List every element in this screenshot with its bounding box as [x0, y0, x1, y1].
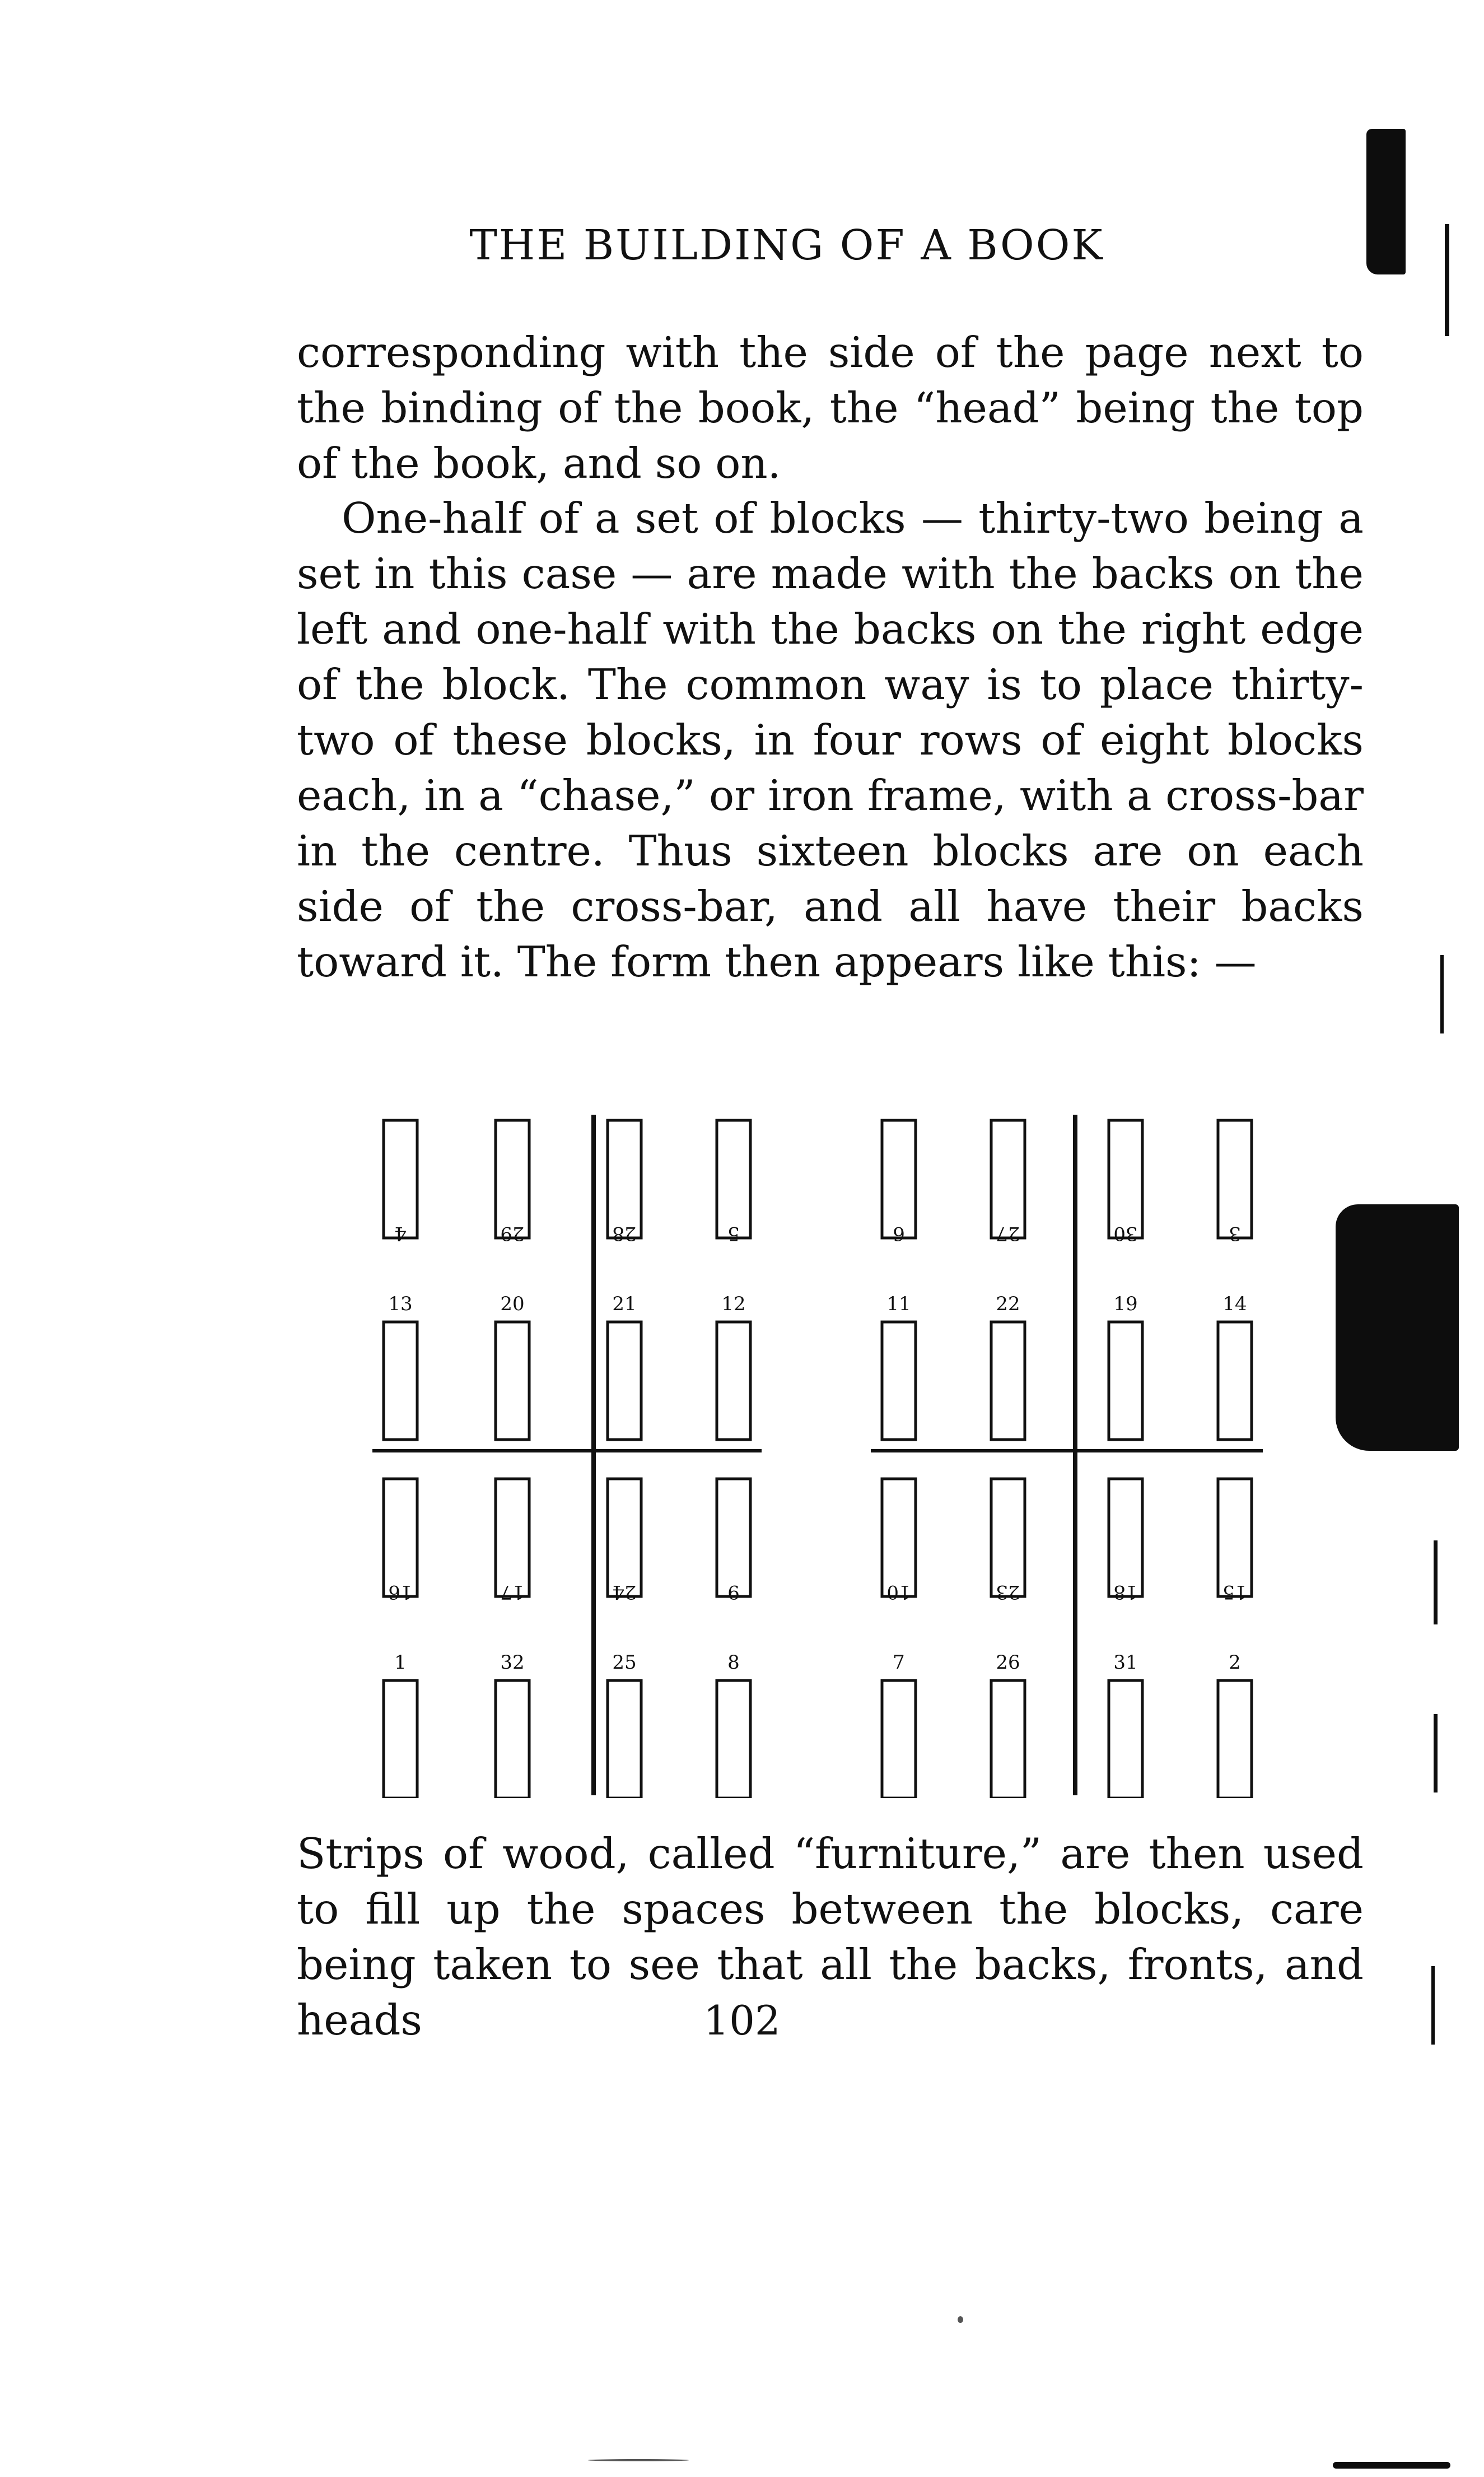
page-number-label: 1 [394, 1651, 407, 1674]
page-number-label: 9 [727, 1581, 740, 1603]
page-number-label: 8 [727, 1651, 740, 1674]
page-number: 102 [703, 1997, 781, 2044]
page-blocks [384, 1120, 1252, 1798]
page-block [1218, 1120, 1252, 1238]
page-block [1109, 1322, 1142, 1440]
scan-artifact-middle [1336, 1204, 1459, 1451]
page-number-label: 32 [500, 1651, 525, 1674]
page-number-label: 25 [612, 1651, 637, 1674]
page-block [1109, 1120, 1142, 1238]
scan-artifact-top-stem [1445, 224, 1449, 336]
page-block [1218, 1680, 1252, 1798]
page-number-label: 17 [500, 1581, 525, 1603]
scan-speck [958, 2316, 963, 2323]
scan-artifact-line-2 [1434, 1540, 1438, 1624]
page-block [991, 1322, 1025, 1440]
page-number-label: 21 [612, 1293, 637, 1315]
page-number-label: 19 [1113, 1293, 1138, 1315]
page-number-label: 24 [612, 1581, 637, 1603]
page-number-label: 31 [1113, 1651, 1138, 1674]
page-block [384, 1322, 417, 1440]
page-block [882, 1120, 916, 1238]
page-number-label: 14 [1222, 1293, 1247, 1315]
page-block [991, 1680, 1025, 1798]
page-number-label: 29 [500, 1222, 525, 1245]
page-number-label: 2 [1229, 1651, 1241, 1674]
page-block [496, 1120, 529, 1238]
paragraph-3: Strips of wood, called “furniture,” are then used to fill up the spaces between the blocks, care being taken to see that all the backs, fronts, and heads [297, 1829, 1364, 2045]
page-number-label: 4 [394, 1222, 407, 1245]
scan-artifact-line-1 [1440, 955, 1444, 1033]
page-number-label: 12 [721, 1293, 746, 1315]
page-block [496, 1479, 529, 1596]
page-block [882, 1479, 916, 1596]
paragraph-2: One-half of a set of blocks — thirty-two being a set in this case — are made with the backs on the left and one-half with the backs on the right edge of the block. The common way is to place thirty-two of these blocks, in four rows of eight blocks each, in a “chase,” or iron frame, with a cross-bar in the centre. Thus sixteen blocks are on each side of the cross-bar, and all have their backs toward it. The form then appears like this: — [297, 493, 1364, 986]
page-number-label: 26 [996, 1651, 1020, 1674]
page-number-label: 16 [388, 1581, 413, 1603]
page-block [717, 1322, 750, 1440]
page-block [882, 1322, 916, 1440]
page-block [608, 1680, 641, 1798]
page-number-label: 10 [886, 1581, 911, 1603]
page-block [496, 1680, 529, 1798]
page-block [608, 1322, 641, 1440]
page-block [1109, 1479, 1142, 1596]
scan-speck [588, 2459, 689, 2461]
page-number-label: 3 [1229, 1222, 1241, 1245]
page-block [496, 1322, 529, 1440]
page-number-label: 30 [1113, 1222, 1138, 1245]
page-number-label: 5 [727, 1222, 740, 1245]
page-number-label: 22 [996, 1293, 1020, 1315]
page-number-label: 20 [500, 1293, 525, 1315]
page-block [991, 1479, 1025, 1596]
imposition-form-diagram [358, 1098, 1310, 1798]
page-block [1109, 1680, 1142, 1798]
running-title: THE BUILDING OF A BOOK [469, 221, 1104, 269]
paragraph-1: corresponding with the side of the page next to the binding of the book, the “head” being the top of the book, and so on. [297, 328, 1364, 488]
scan-artifact-top [1366, 129, 1406, 274]
running-header [0, 221, 1484, 269]
page-number-label: 11 [886, 1293, 911, 1315]
page-block [882, 1680, 916, 1798]
page-number-label: 7 [893, 1651, 905, 1674]
page-block [1218, 1479, 1252, 1596]
page-number-label: 6 [893, 1222, 905, 1245]
page-block [608, 1479, 641, 1596]
page-block [717, 1479, 750, 1596]
page-block [384, 1680, 417, 1798]
page-block [608, 1120, 641, 1238]
page-number-label: 28 [612, 1222, 637, 1245]
scan-artifact-line-4 [1431, 1966, 1435, 2045]
page-number-label: 23 [996, 1581, 1020, 1603]
page-number-label: 27 [996, 1222, 1020, 1245]
page-block [717, 1120, 750, 1238]
page-block [384, 1479, 417, 1596]
page-block [991, 1120, 1025, 1238]
page-block [1218, 1322, 1252, 1440]
scan-artifact-bottom [1333, 2462, 1450, 2469]
page-number-label: 13 [388, 1293, 413, 1315]
page-block [717, 1680, 750, 1798]
page-number-label: 18 [1113, 1581, 1138, 1603]
page-block [384, 1120, 417, 1238]
page-number-label: 15 [1222, 1581, 1247, 1603]
scan-artifact-line-3 [1434, 1714, 1438, 1792]
